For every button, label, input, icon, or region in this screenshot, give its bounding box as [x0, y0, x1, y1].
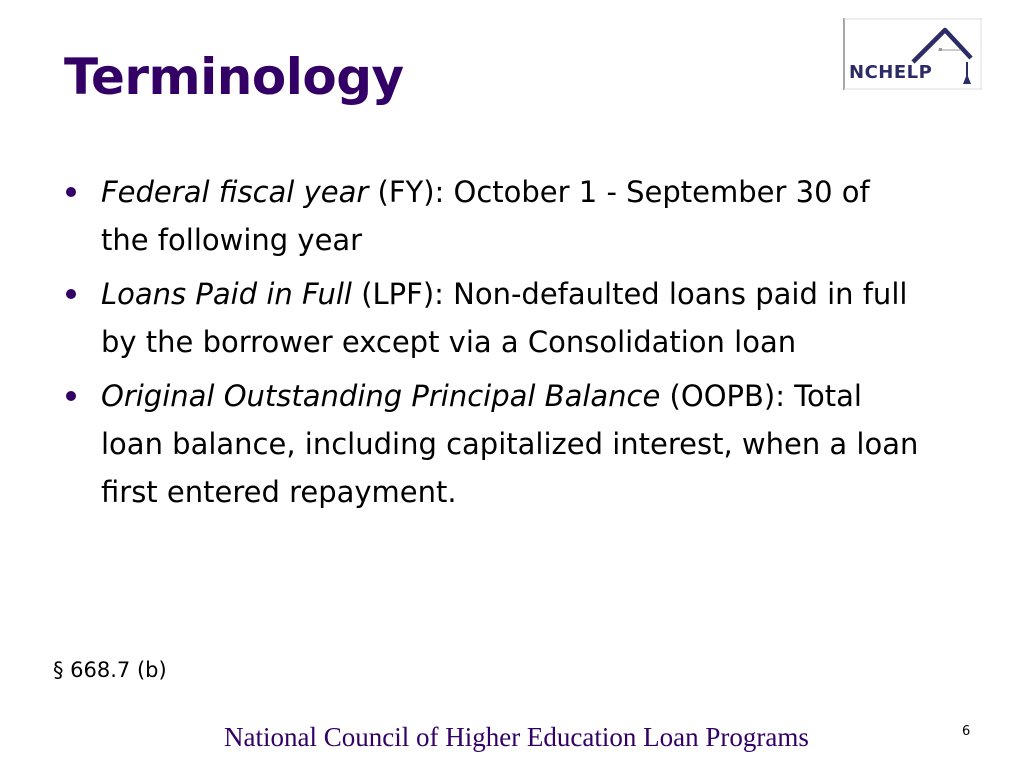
bullet-item — [64, 168, 924, 264]
bullet-dot-icon — [66, 391, 76, 401]
bullet-term: Original Outstanding Principal Balance — [101, 379, 661, 413]
nchelp-logo — [843, 18, 982, 90]
regulation-reference: § 668.7 (b) — [53, 658, 167, 682]
bullet-dot-icon — [66, 187, 76, 197]
bullet-definition: (FY): October 1 - September 30 of the following year — [101, 175, 870, 257]
bullet-item — [64, 372, 924, 516]
bullet-item — [64, 270, 924, 366]
bullet-term: Federal fiscal year — [101, 175, 369, 209]
bullet-term: Loans Paid in Full — [101, 277, 352, 311]
bullet-list — [64, 168, 924, 522]
bullet-definition: (OOPB): Total loan balance, including capitalized interest, when a loan first entered repayment. — [101, 379, 919, 509]
slide-title: Terminology — [64, 48, 404, 106]
page-number: 6 — [962, 724, 971, 739]
footer-organization: National Council of Higher Education Loan Programs — [224, 722, 809, 752]
bullet-definition: (LPF): Non-defaulted loans paid in full by the borrower except via a Consolidation loan — [101, 277, 908, 359]
logo-text: NCHELP — [849, 62, 933, 83]
bullet-dot-icon — [66, 289, 76, 299]
